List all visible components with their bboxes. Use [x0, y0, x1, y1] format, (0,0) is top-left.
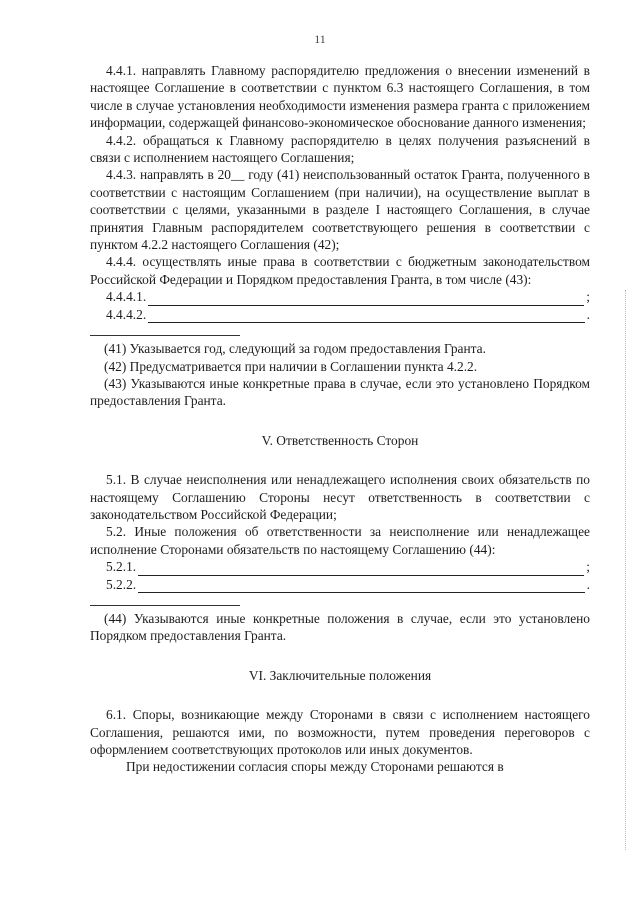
blank-rule — [148, 310, 584, 323]
fill-line-label: 5.2.2. — [106, 576, 137, 592]
footnote-separator — [90, 605, 240, 606]
paragraph-4-4-3: 4.4.3. направлять в 20__ году (41) неиспользованный остаток Гранта, полученного в соответствии с настоящим Соглашением (при наличии), на осуществление выплат в соответствии с целями, указанными в разделе I настоящего Соглашения, в случае принятия Главным распорядителем соответствующего решения в соответствии с пунктом 4.2.2 настоящего Соглашения (42); — [90, 167, 590, 253]
fill-line-5-2-1 — [90, 558, 590, 575]
fill-line-end: ; — [586, 289, 590, 305]
fill-line-end: . — [586, 576, 590, 592]
fill-line-label: 4.4.4.2. — [106, 306, 147, 322]
margin-scan-artifact — [625, 290, 630, 850]
paragraph-6-1-continued: При недостижении согласия споры между Сторонами решаются в — [126, 759, 504, 775]
blank-rule — [138, 580, 585, 593]
fill-line-end: . — [586, 306, 590, 322]
footnote-44: (44) Указываются иные конкретные положения в случае, если это установлено Порядком предоставления Гранта. — [90, 610, 590, 644]
fill-line-end: ; — [586, 559, 590, 575]
document-body — [90, 62, 590, 776]
blank-rule — [148, 293, 584, 306]
fill-line-label: 4.4.4.1. — [106, 289, 147, 305]
footnote-43: (43) Указываются иные конкретные права в случае, если это установлено Порядком предоставления Гранта. — [90, 375, 590, 409]
fill-line-4-4-4-2 — [90, 306, 590, 323]
fill-line-5-2-2 — [90, 576, 590, 593]
paragraph-4-4-4: 4.4.4. осуществлять иные права в соответствии с бюджетным законодательством Российской Федерации и Порядком предоставления Гранта, в том числе (43): — [90, 254, 590, 287]
paragraph-6-1: 6.1. Споры, возникающие между Сторонами в связи с исполнением настоящего Соглашения, решаются ими, по возможности, путем проведения переговоров с оформлением соответствующих протоколов или иных документов. — [90, 707, 590, 757]
footnote-separator — [90, 335, 240, 336]
footnote-42: (42) Предусматривается при наличии в Соглашении пункта 4.2.2. — [104, 358, 478, 374]
footnote-41: (41) Указывается год, следующий за годом предоставления Гранта. — [104, 341, 486, 357]
section-6-heading: VI. Заключительные положения — [248, 667, 432, 683]
section-5-heading: V. Ответственность Сторон — [261, 432, 419, 448]
blank-rule — [138, 563, 584, 576]
paragraph-5-2: 5.2. Иные положения об ответственности за неисполнение или ненадлежащее исполнение Сторонами обязательств по настоящему Соглашению (44): — [90, 524, 590, 557]
fill-line-4-4-4-1 — [90, 288, 590, 305]
paragraph-4-4-2: 4.4.2. обращаться к Главному распорядителю в целях получения разъяснений в связи с исполнением настоящего Соглашения; — [90, 132, 590, 166]
page-number: 11 — [314, 32, 326, 46]
paragraph-4-4-1: 4.4.1. направлять Главному распорядителю предложения о внесении изменений в настоящее Соглашение в соответствии с пунктом 6.3 настоящего Соглашения, в том числе в случае установления необходимости изменения размера гранта с приложением информации, содержащей финансово-экономическое обоснование данного изменения; — [90, 63, 590, 131]
fill-line-label: 5.2.1. — [106, 559, 137, 575]
paragraph-5-1: 5.1. В случае неисполнения или ненадлежащего исполнения своих обязательств по настоящему Соглашению Стороны несут ответственность в соответствии с законодательством Российской Федерации; — [90, 472, 590, 522]
